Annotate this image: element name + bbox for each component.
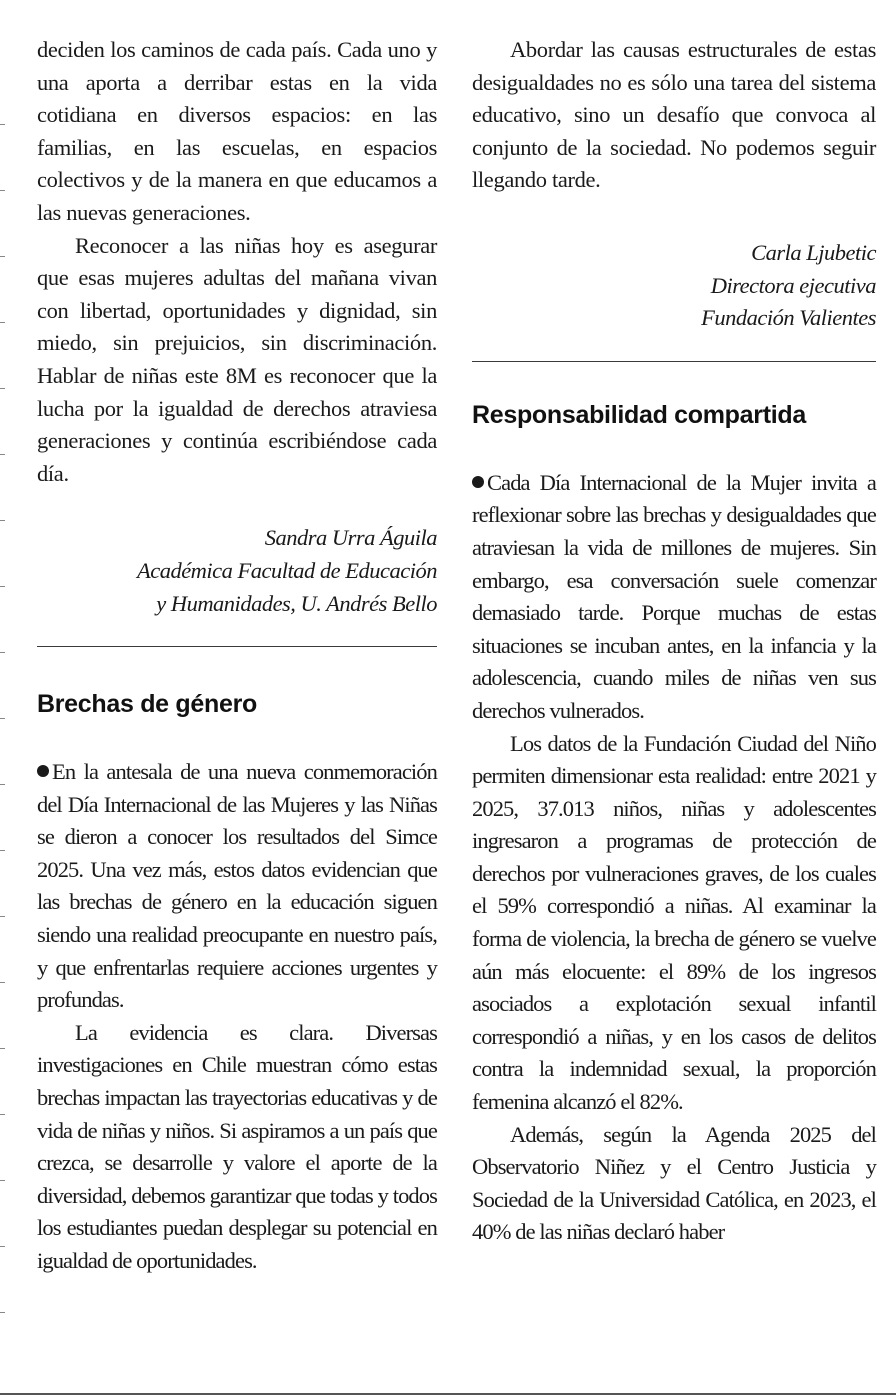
left-paragraph-2: Reconocer a las niñas hoy es asegurar que esas mujeres adultas del mañana vivan con libertad, oportunidades y dignidad, sin miedo, sin prejuicios, sin discriminación. Hablar de niñas este 8M es reconocer que la lucha por la igualdad de derechos atraviesa generaciones y continúa escribiéndose cada día. (37, 232, 437, 486)
right-paragraph-4: Además, según la Agenda 2025 del Observatorio Niñez y el Centro Justicia y Sociedad de la Universidad Católica, en 2023, el 40% de las niñas declaró haber (472, 1121, 876, 1245)
left-paragraph-1: deciden los caminos de cada país. Cada uno y una aporta a derribar estas en la vida cotidiana en diversos espacios: en las familias, en las escuelas, en espacios colectivos y de la manera en que educamos a las nuevas generaciones. (37, 37, 437, 225)
bullet-icon (37, 765, 49, 777)
left-column (37, 34, 437, 1278)
bullet-icon (472, 476, 484, 488)
signature-name-carla: Carla Ljubetic (751, 239, 876, 265)
signature-role-line-1: Directora ejecutiva (710, 272, 876, 298)
right-paragraph-1: Abordar las causas estructurales de estas desigualdades no es sólo una tarea del sistema educativo, sino un desafío que convoca al conjunto de la sociedad. No podemos seguir llegando tarde. (472, 37, 876, 193)
right-column (472, 34, 876, 1249)
right-paragraph-2: Cada Día Internacional de la Mujer invita a reflexionar sobre las brechas y desigualdades que atraviesan la vida de millones de mujeres. Sin embargo, esa conversación suele comenzar demasiado tarde. Porque muchas de estas situaciones se incuban antes, en la infancia y la adolescencia, cuando miles de niñas ven sus derechos vulnerados. (472, 469, 876, 723)
left-paragraph-3: En la antesala de una nueva conmemoración del Día Internacional de las Mujeres y las Niñas se dieron a conocer los resultados del Simce 2025. Una vez más, estos datos evidencian que las brechas de género en la educación siguen siendo una realidad preocupante en nuestro país, y que enfrentarlas requiere acciones urgentes y profundas. (37, 759, 437, 1013)
section-heading-responsabilidad: Responsabilidad compartida (472, 400, 806, 429)
right-paragraph-3: Los datos de la Fundación Ciudad del Niño permiten dimensionar esta realidad: entre 2021 y 2025, 37.013 niños, niñas y adolescentes ingresaron a programas de protección de derechos por vulneraciones graves, de los cuales el 59% correspondió a niñas. Al examinar la forma de violencia, la brecha de género se vuelve aún más elocuente: el 89% de los ingresos asociados a explotación sexual infantil correspondió a niñas, y en los casos de delitos contra la indemnidad sexual, la proporción femenina alcanzó el 82%. (472, 730, 876, 1115)
signature-role-line-1: Académica Facultad de Educación (136, 557, 437, 583)
signature-role-line-2: Fundación Valientes (701, 305, 876, 331)
margin-tick-marks (0, 0, 6, 1400)
signature-name-sandra: Sandra Urra Águila (264, 525, 437, 551)
signature-role-line-2: y Humanidades, U. Andrés Bello (156, 590, 437, 616)
left-paragraph-4: La evidencia es clara. Diversas investigaciones en Chile muestran cómo estas brechas impactan las trayectorias educativas y de vida de niñas y niños. Si aspiramos a un país que crezca, se desarrolle y valore el aporte de la diversidad, debemos garantizar que todas y todos los estudiantes puedan desplegar su potencial en igualdad de oportunidades. (37, 1019, 437, 1273)
page-bottom-rule (0, 1393, 896, 1395)
section-heading-brechas: Brechas de género (37, 690, 257, 719)
